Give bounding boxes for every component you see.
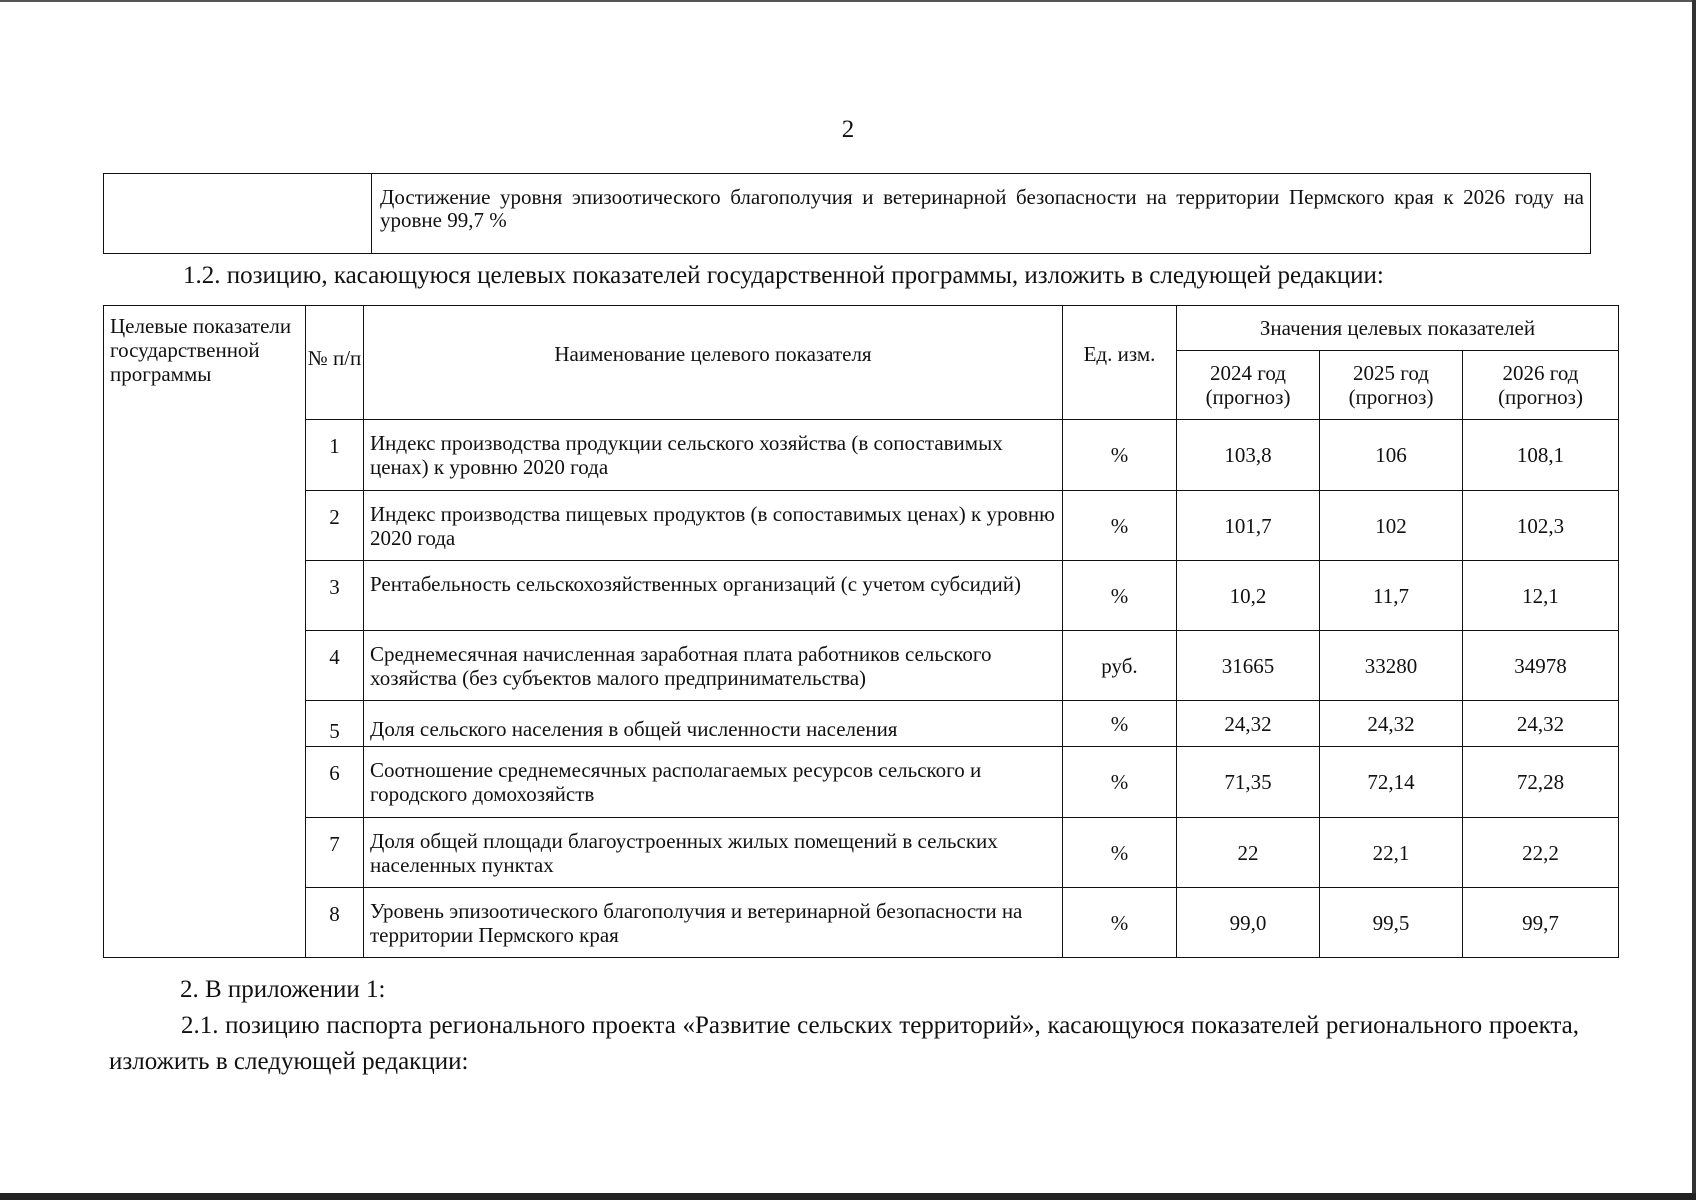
goal-table [103, 173, 1591, 254]
scan-top-edge [0, 0, 1696, 2]
row-value-2026: 22,2 [1463, 818, 1619, 888]
row-value-2024: 31665 [1177, 631, 1320, 701]
row-number: 7 [306, 818, 364, 888]
table-row [104, 491, 1619, 561]
row-value-2024: 22 [1177, 818, 1320, 888]
row-value-2025: 99,5 [1320, 888, 1463, 958]
header-year-2024: 2024 год (прогноз) [1177, 351, 1320, 420]
row-value-2024: 24,32 [1177, 701, 1320, 747]
row-indicator-name: Доля общей площади благоустроенных жилых помещений в сельских населенных пунктах [364, 818, 1063, 888]
row-value-2024: 10,2 [1177, 561, 1320, 631]
row-number: 4 [306, 631, 364, 701]
row-indicator-name: Соотношение среднемесячных располагаемых ресурсов сельского и городского домохозяйств [364, 747, 1063, 818]
row-indicator-name: Рентабельность сельскохозяйственных организаций (с учетом субсидий) [364, 561, 1063, 631]
row-value-2024: 71,35 [1177, 747, 1320, 818]
row-indicator-name: Индекс производства пищевых продуктов (в сопоставимых ценах) к уровню 2020 года [364, 491, 1063, 561]
row-indicator-name: Доля сельского населения в общей численности населения [364, 701, 1063, 747]
paragraph-2: 2. В приложении 1: [180, 976, 386, 1003]
table-row [104, 631, 1619, 701]
paragraph-2-1: 2.1. позицию паспорта регионального проекта «Развитие сельских территорий», касающуюся показателей регионального проекта, изложить в следующей редакции: [109, 1012, 1579, 1075]
row-value-2024: 101,7 [1177, 491, 1320, 561]
row-value-2025: 102 [1320, 491, 1463, 561]
row-unit: % [1063, 888, 1177, 958]
scan-bottom-edge [0, 1193, 1696, 1200]
indicators-table [103, 305, 1619, 958]
row-value-2026: 24,32 [1463, 701, 1619, 747]
header-no: № п/п [306, 306, 364, 420]
goal-row [104, 174, 1591, 254]
table-row [104, 818, 1619, 888]
header-unit: Ед. изм. [1063, 306, 1177, 420]
row-indicator-name: Среднемесячная начисленная заработная плата работников сельского хозяйства (без субъектов малого предпринимательства) [364, 631, 1063, 701]
goal-label-cell [104, 174, 372, 254]
paragraph-1-2: 1.2. позицию, касающуюся целевых показателей государственной программы, изложить в следующей редакции: [183, 262, 1384, 289]
row-number: 6 [306, 747, 364, 818]
row-indicator-name: Индекс производства продукции сельского хозяйства (в сопоставимых ценах) к уровню 2020 года [364, 420, 1063, 491]
row-number: 3 [306, 561, 364, 631]
row-value-2026: 108,1 [1463, 420, 1619, 491]
table-row [104, 747, 1619, 818]
row-unit: руб. [1063, 631, 1177, 701]
header-name: Наименование целевого показателя [364, 306, 1063, 420]
row-value-2026: 12,1 [1463, 561, 1619, 631]
row-unit: % [1063, 701, 1177, 747]
row-value-2025: 33280 [1320, 631, 1463, 701]
row-value-2026: 99,7 [1463, 888, 1619, 958]
row-indicator-name: Уровень эпизоотического благополучия и ветеринарной безопасности на территории Пермского края [364, 888, 1063, 958]
row-unit: % [1063, 747, 1177, 818]
row-value-2025: 72,14 [1320, 747, 1463, 818]
row-value-2024: 99,0 [1177, 888, 1320, 958]
table-row [104, 888, 1619, 958]
header-values-group: Значения целевых показателей [1177, 306, 1619, 351]
row-number: 5 [306, 701, 364, 747]
table-row [104, 561, 1619, 631]
scan-right-edge [1692, 0, 1696, 1200]
goal-text: Достижение уровня эпизоотического благополучия и ветеринарной безопасности на территории Пермского края к 2026 году на уровне 99,7 % [372, 174, 1591, 254]
row-number: 2 [306, 491, 364, 561]
row-value-2026: 72,28 [1463, 747, 1619, 818]
row-value-2025: 106 [1320, 420, 1463, 491]
row-number: 1 [306, 420, 364, 491]
row-unit: % [1063, 491, 1177, 561]
row-value-2026: 34978 [1463, 631, 1619, 701]
table-row [104, 420, 1619, 491]
header-year-2026: 2026 год (прогноз) [1463, 351, 1619, 420]
row-number: 8 [306, 888, 364, 958]
page-number: 2 [841, 116, 855, 143]
row-value-2025: 24,32 [1320, 701, 1463, 747]
row-value-2024: 103,8 [1177, 420, 1320, 491]
table-row [104, 701, 1619, 747]
header-row-1 [104, 306, 1619, 351]
row-unit: % [1063, 561, 1177, 631]
row-value-2025: 11,7 [1320, 561, 1463, 631]
header-year-2025: 2025 год (прогноз) [1320, 351, 1463, 420]
row-value-2025: 22,1 [1320, 818, 1463, 888]
row-unit: % [1063, 420, 1177, 491]
row-value-2026: 102,3 [1463, 491, 1619, 561]
side-label: Целевые показатели государственной программы [104, 306, 306, 958]
row-unit: % [1063, 818, 1177, 888]
